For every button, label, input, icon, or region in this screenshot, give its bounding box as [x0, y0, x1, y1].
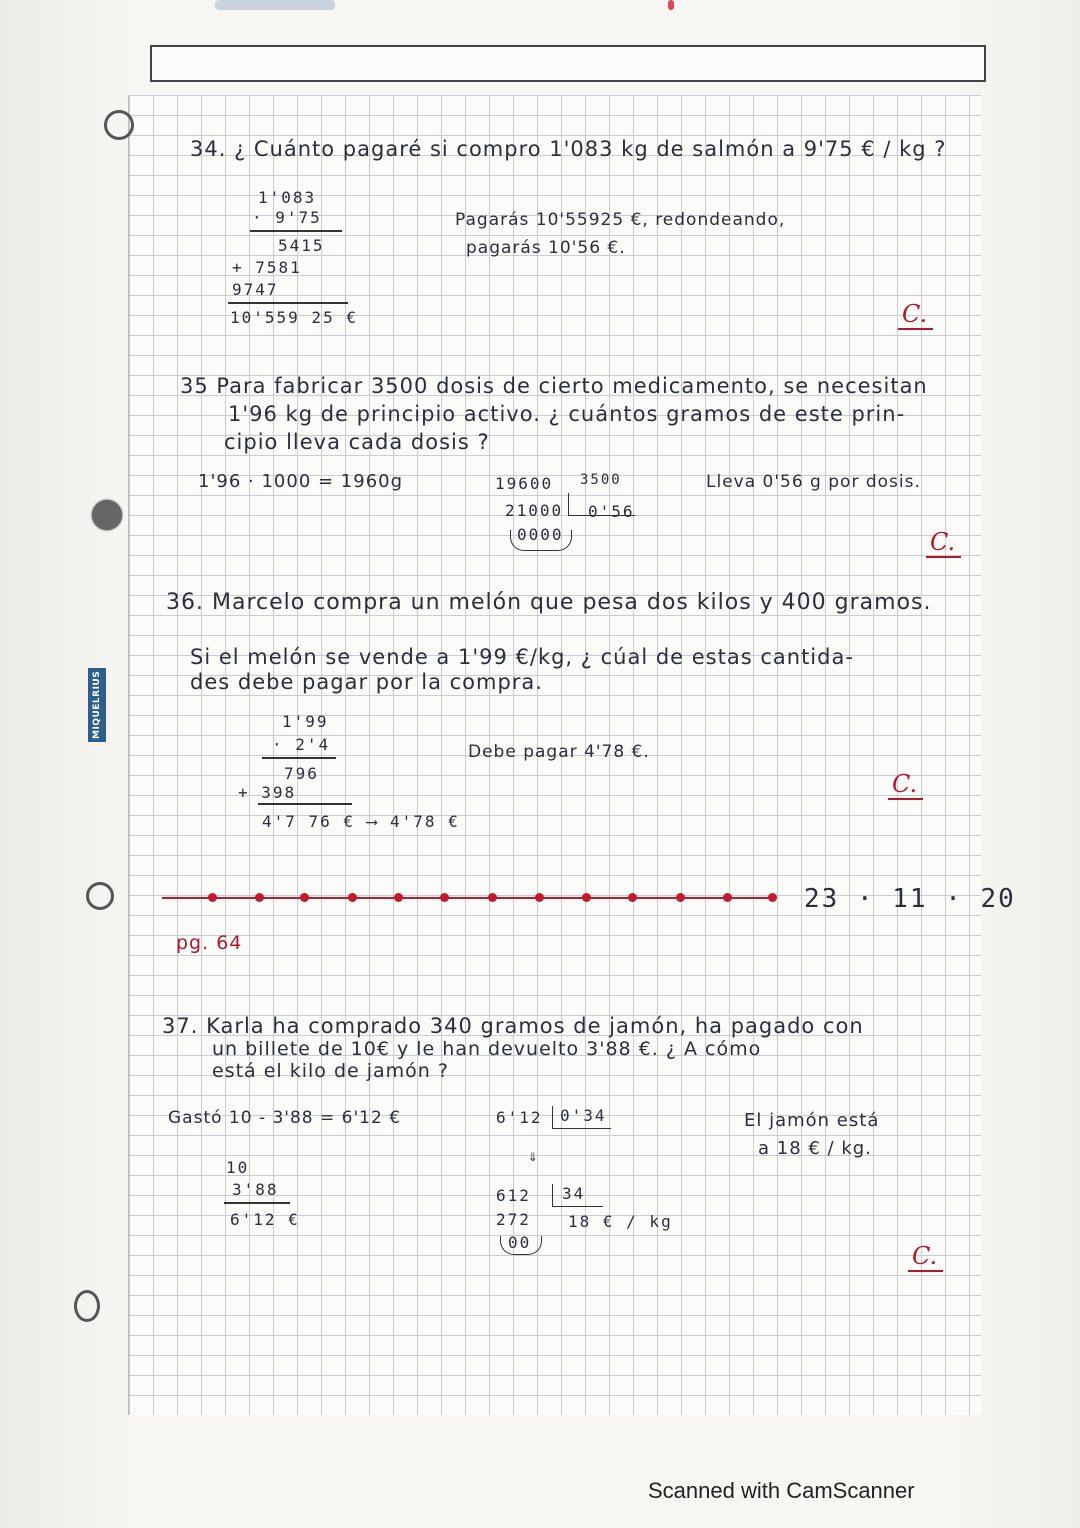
p37-spent: Gastó 10 - 3'88 = 6'12 € [168, 1108, 402, 1128]
problem-36-question-line-1: 36. Marcelo compra un melón que pesa dos kilos y 400 gramos. [166, 590, 932, 615]
brand-logo: MIQUELRIUS [88, 668, 106, 742]
p35-answer: Lleva 0'56 g por dosis. [706, 472, 921, 492]
problem-35-question-line-2: 1'96 kg de principio activo. ¿ cuántos gramos de este prin- [228, 402, 906, 426]
p37-sub-result: 6'12 € [230, 1210, 300, 1229]
problem-36-question-line-3: des debe pagar por la compra. [190, 670, 543, 694]
p37-div2-quotient: 18 € / kg [568, 1212, 673, 1231]
p35-conversion: 1'96 · 1000 = 1960g [198, 471, 404, 492]
page-reference: pg. 64 [176, 932, 243, 954]
p34-partial-3: 9747 [232, 280, 279, 299]
p34-answer-line-1: Pagarás 10'55925 €, redondeando, [455, 210, 786, 230]
p34-operand-2: · 9'75 [252, 208, 322, 227]
p37-div2-remainder-2: 00 [508, 1233, 532, 1252]
divider-dot [255, 893, 264, 902]
rule [228, 302, 348, 304]
problem-37-question-line-1: 37. Karla ha comprado 340 gramos de jamón, ha pagado con [162, 1014, 864, 1038]
circle-mark [510, 530, 572, 551]
p36-partial-1: 796 [284, 764, 319, 783]
divider-dot [394, 893, 403, 902]
p36-operand-2: · 2'4 [272, 735, 331, 754]
divider-dot [440, 893, 449, 902]
problem-35-question-line-3: cipio lleva cada dosis ? [224, 430, 490, 454]
divider-dot [676, 893, 685, 902]
binder-hole [104, 110, 134, 140]
binder-hole [86, 882, 114, 910]
divider-dot [723, 893, 732, 902]
binder-hole [74, 1290, 100, 1322]
rule [258, 803, 352, 805]
divider-dot [628, 893, 637, 902]
p35-quotient: 0'56 [588, 502, 635, 521]
p37-div2-dividend: 612 [496, 1186, 531, 1205]
down-arrow-icon: ⇓ [528, 1146, 540, 1165]
divider-dot [768, 893, 777, 902]
p37-sub-a: 10 [226, 1158, 250, 1177]
p35-remainder-1: 21000 [505, 501, 564, 520]
p37-div2-remainder-1: 272 [496, 1210, 531, 1229]
p37-div1-divisor: 0'34 [560, 1106, 607, 1125]
rule [250, 230, 342, 232]
p34-answer-line-2: pagarás 10'56 €. [466, 238, 626, 258]
p36-partial-2: + 398 [238, 783, 297, 802]
p37-div1-dividend: 6'12 [496, 1108, 543, 1127]
p37-answer-line-2: a 18 € / kg. [758, 1138, 872, 1159]
divider-dot [582, 893, 591, 902]
session-date: 23 · 11 · 20 [804, 884, 1016, 914]
p35-remainder-2: 0000 [517, 525, 564, 544]
p35-divisor: 3500 [580, 472, 622, 488]
correction-mark: C. [912, 1242, 938, 1270]
problem-37-question-line-3: está el kilo de jamón ? [212, 1060, 449, 1082]
p37-answer-line-1: El jamón está [744, 1110, 880, 1131]
header-box [150, 45, 986, 82]
scanner-watermark: Scanned with CamScanner [648, 1478, 915, 1503]
p34-partial-2: + 7581 [232, 258, 302, 277]
scan-edge-mark [668, 0, 674, 10]
problem-34-question: 34. ¿ Cuánto pagaré si compro 1'083 kg de salmón a 9'75 € / kg ? [190, 137, 947, 161]
problem-36-question-line-2: Si el melón se vende a 1'99 €/kg, ¿ cúal de estas cantida- [190, 645, 854, 669]
p34-partial-1: 5415 [278, 236, 325, 255]
p37-sub-b: 3'88 [232, 1180, 279, 1199]
p34-operand-1: 1'083 [258, 188, 317, 207]
rule [262, 757, 336, 759]
divider-dot [488, 893, 497, 902]
divider-dot [208, 893, 217, 902]
p37-div2-divisor: 34 [562, 1184, 586, 1203]
problem-35-question-line-1: 35 Para fabricar 3500 dosis de cierto medicamento, se necesitan [180, 374, 928, 398]
rule [224, 1202, 290, 1204]
p35-dividend: 19600 [495, 474, 554, 493]
problem-37-question-line-2: un billete de 10€ y le han devuelto 3'88 €. ¿ A cómo [212, 1038, 762, 1060]
binder-hole [92, 500, 122, 530]
circle-mark [500, 1236, 542, 1255]
p34-result: 10'559 25 € [230, 308, 358, 327]
correction-mark: C. [892, 770, 918, 798]
p36-result: 4'7 76 € ⟶ 4'78 € [262, 812, 460, 831]
divider-dot [535, 893, 544, 902]
divider-dot [348, 893, 357, 902]
divider-dot [300, 893, 309, 902]
p36-operand-1: 1'99 [282, 712, 329, 731]
scan-edge-mark [215, 0, 335, 10]
correction-mark: C. [930, 528, 956, 556]
correction-mark: C. [902, 300, 928, 328]
p36-answer: Debe pagar 4'78 €. [468, 742, 650, 762]
